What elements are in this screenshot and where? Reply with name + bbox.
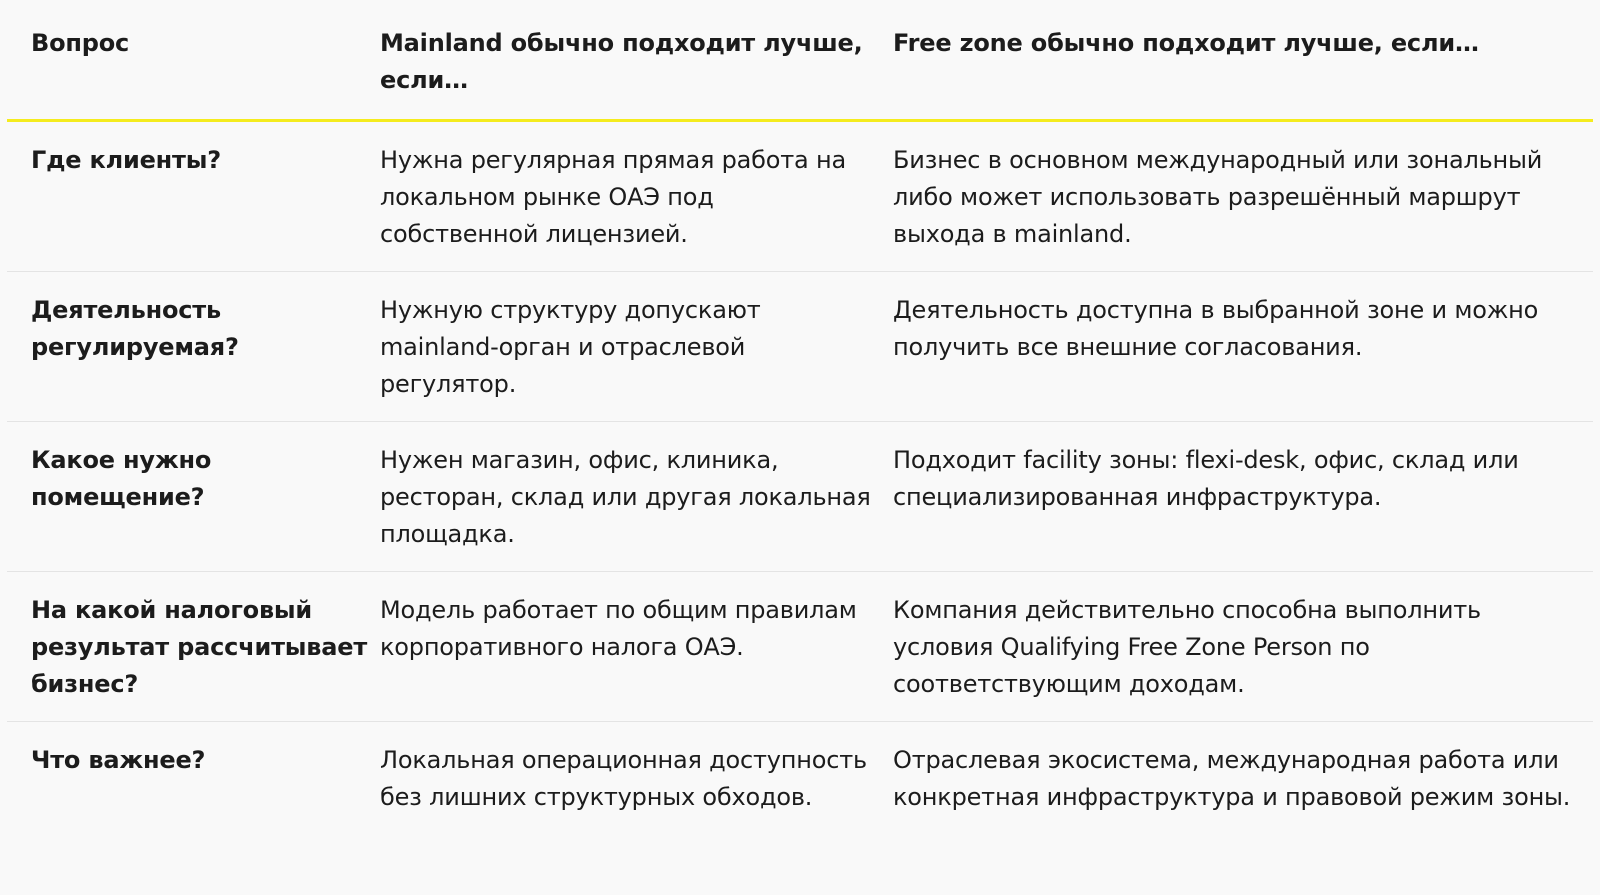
header-question: Вопрос [31, 29, 130, 57]
table-row [7, 122, 1593, 272]
row-mainland: Модель работает по общим правилам корпоративного налога ОАЭ. [380, 596, 857, 661]
row-question: На какой налоговый результат рассчитывает бизнес? [31, 596, 368, 698]
table-row [7, 272, 1593, 422]
table-row [7, 722, 1593, 872]
row-mainland: Нужна регулярная прямая работа на локальном рынке ОАЭ под собственной лицензией. [380, 146, 846, 248]
row-question: Какое нужно помещение? [31, 446, 212, 511]
table-header-row [7, 0, 1593, 122]
row-mainland: Нужную структуру допускают mainland-орган и отраслевой регулятор. [380, 296, 761, 398]
row-mainland: Локальная операционная доступность без лишних структурных обходов. [380, 746, 867, 811]
row-freezone: Бизнес в основном международный или зональный либо может использовать разрешённый маршрут выхода в mainland. [893, 146, 1543, 248]
row-mainland: Нужен магазин, офис, клиника, ресторан, склад или другая локальная площадка. [380, 446, 871, 548]
row-question: Что важнее? [31, 746, 206, 774]
row-question: Где клиенты? [31, 146, 221, 174]
header-freezone: Free zone обычно подходит лучше, если… [893, 29, 1479, 57]
row-freezone: Подходит facility зоны: flexi-desk, офис, склад или специализированная инфраструктура. [893, 446, 1519, 511]
table-row [7, 572, 1593, 722]
header-mainland: Mainland обычно подходит лучше, если… [380, 29, 863, 94]
row-freezone: Компания действительно способна выполнить условия Qualifying Free Zone Person по соответствующим доходам. [893, 596, 1481, 698]
row-question: Деятельность регулируемая? [31, 296, 239, 361]
table-row [7, 422, 1593, 572]
row-freezone: Деятельность доступна в выбранной зоне и можно получить все внешние согласования. [893, 296, 1539, 361]
row-freezone: Отраслевая экосистема, международная работа или конкретная инфраструктура и правовой режим зоны. [893, 746, 1571, 811]
comparison-table [7, 0, 1593, 872]
